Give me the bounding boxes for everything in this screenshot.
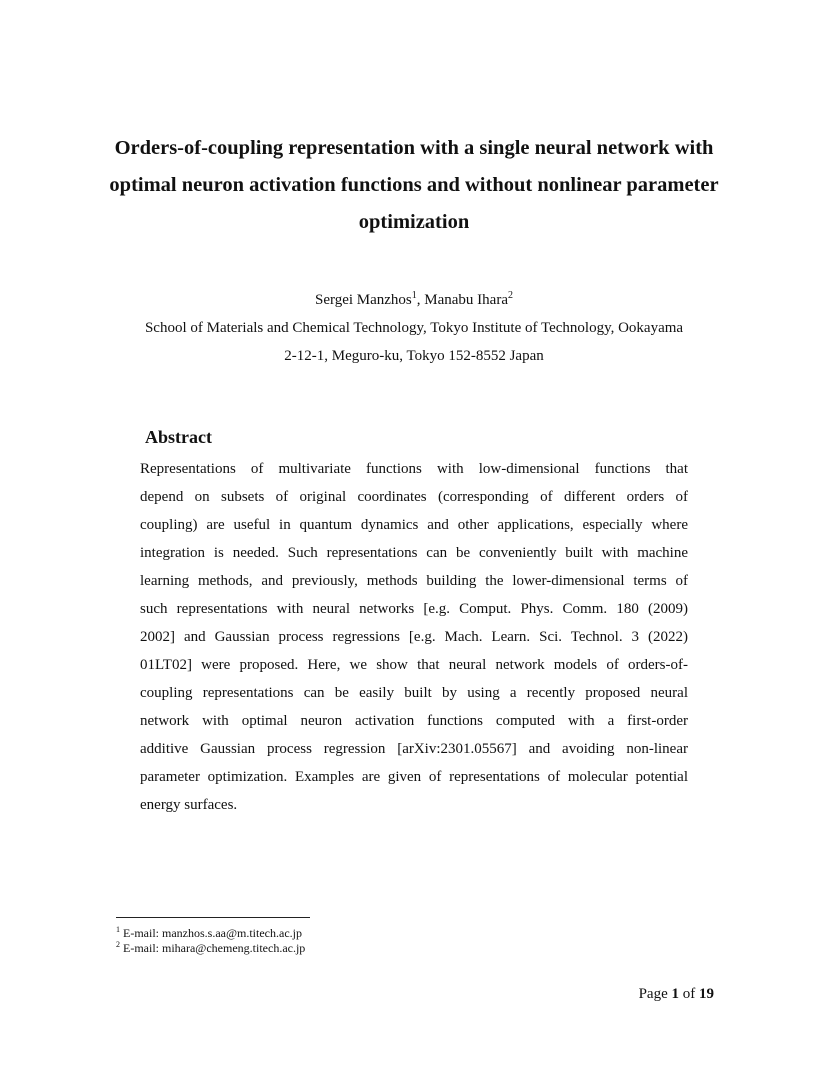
abstract-line: 2002] and Gaussian process regressions [e.g. Mach. Learn. Sci. Technol. 3 (2022) — [140, 629, 688, 645]
abstract-line: coupling) are useful in quantum dynamics and other applications, especially where — [140, 517, 688, 533]
page-current: 1 — [671, 986, 679, 1002]
abstract-line: network with optimal neuron activation functions computed with a first-order — [140, 713, 688, 729]
author-list — [0, 290, 828, 310]
paper-title — [100, 130, 728, 241]
abstract-heading: Abstract — [145, 427, 212, 447]
abstract-line: integration is needed. Such representations can be conveniently built with machine — [140, 545, 688, 561]
abstract-line: Representations of multivariate functions with low-dimensional functions that — [140, 461, 688, 477]
abstract-line: parameter optimization. Examples are given of representations of molecular potential — [140, 769, 688, 785]
abstract-line: depend on subsets of original coordinates (corresponding of different orders of — [140, 489, 688, 505]
abstract-body — [140, 459, 688, 823]
author-name: Sergei Manzhos — [314, 292, 412, 308]
author-footnote-mark: 1 — [411, 290, 417, 301]
title-line: optimal neuron activation functions and without nonlinear parameter — [109, 174, 719, 196]
title-line: optimization — [358, 211, 470, 233]
footnote-mark: 1 — [116, 925, 120, 934]
abstract-line: additive Gaussian process regression [arXiv:2301.05567] and avoiding non-linear — [140, 741, 688, 757]
abstract-line: 01LT02] were proposed. Here, we show that neural network models of orders-of- — [140, 657, 688, 673]
abstract-line: energy surfaces. — [140, 797, 238, 813]
title-line: Orders-of-coupling representation with a single neural network with — [114, 137, 714, 159]
footnote-text: E-mail: manzhos.s.aa@m.titech.ac.jp — [123, 926, 302, 940]
affiliation-line: School of Materials and Chemical Technology, Tokyo Institute of Technology, Ookayama — [144, 320, 684, 336]
abstract-line: coupling representations can be easily built by using a recently proposed neural — [140, 685, 688, 701]
footnote-divider — [116, 917, 310, 918]
affiliation-line: 2-12-1, Meguro-ku, Tokyo 152-8552 Japan — [284, 348, 544, 364]
author-footnote-mark: 2 — [508, 290, 513, 301]
page-total: 19 — [699, 986, 714, 1002]
author-name: Manabu Ihara — [424, 292, 508, 308]
footnote — [116, 941, 305, 956]
footnote — [116, 926, 302, 941]
footnote-mark: 2 — [116, 940, 120, 949]
author-separator: , — [416, 292, 425, 308]
page-prefix: Page — [638, 986, 672, 1002]
abstract-line: learning methods, and previously, methods building the lower-dimensional terms of — [140, 573, 688, 589]
footnote-text: E-mail: mihara@chemeng.titech.ac.jp — [123, 941, 306, 955]
page-of: of — [679, 986, 699, 1002]
page-number — [639, 986, 714, 1003]
abstract-line: such representations with neural networks [e.g. Comput. Phys. Comm. 180 (2009) — [140, 601, 688, 617]
